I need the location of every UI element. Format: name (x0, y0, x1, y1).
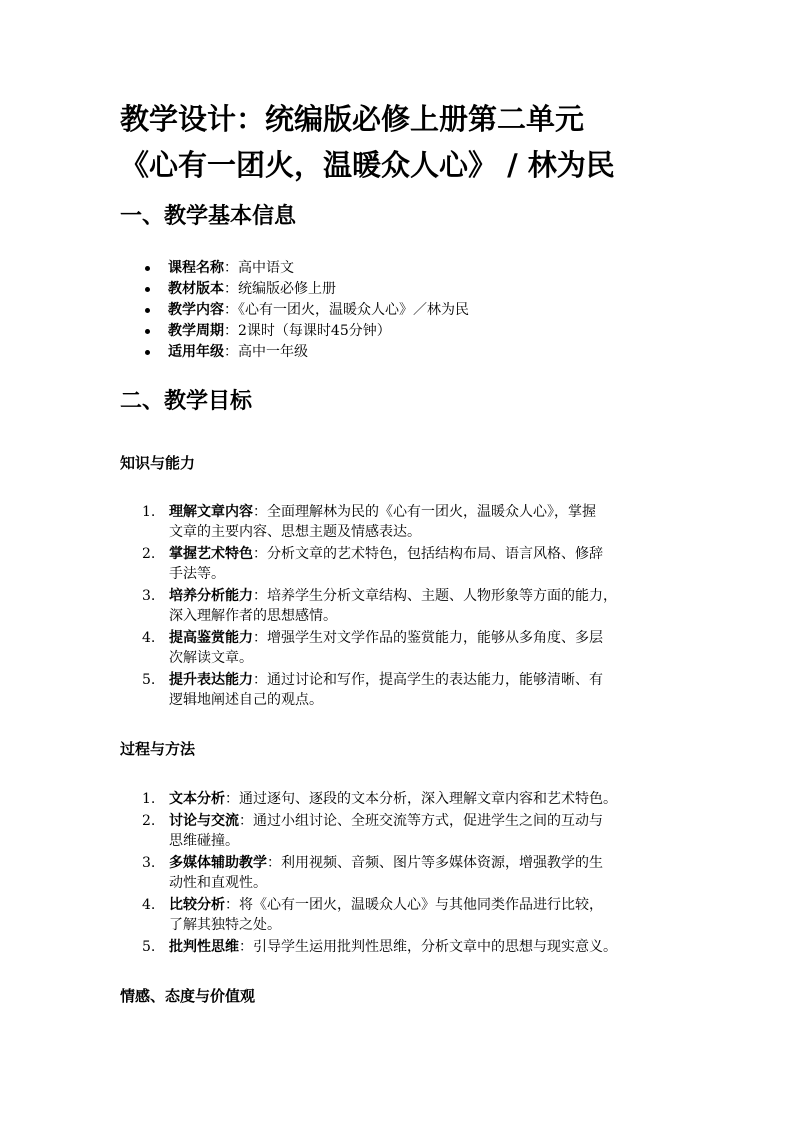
item-text: 利用视频、音频、图片等多媒体资源，增强教学的生 (281, 855, 603, 871)
item-separator: ： (253, 630, 267, 646)
item-label: 提高鉴赏能力 (169, 630, 253, 646)
document-title-line2: 《心有一团火，温暖众人心》 / 林为民 (120, 148, 615, 182)
item-text: 增强学生对文学作品的鉴赏能力，能够从多角度、多层 (267, 630, 603, 646)
item-label: 课程名称 (168, 260, 224, 276)
section-heading-basic-info: 一、教学基本信息 (120, 204, 297, 229)
item-text-continued: 逻辑地阐述自己的观点。 (169, 692, 323, 708)
item-label: 批判性思维 (169, 939, 239, 955)
list-item (120, 811, 700, 851)
list-item (120, 789, 700, 809)
list-item (120, 670, 700, 710)
item-number: 4. (142, 630, 156, 646)
item-number: 3. (142, 855, 156, 871)
subheading-values: 情感、态度与价值观 (120, 987, 256, 1005)
list-item (120, 502, 700, 542)
item-number: 2. (142, 813, 156, 829)
item-text-continued: 次解读文章。 (169, 650, 253, 666)
list-item (120, 937, 700, 957)
document-title (120, 96, 740, 188)
item-separator: ： (239, 939, 253, 955)
item-label: 教学周期 (168, 323, 224, 339)
item-text-continued: 动性和直观性。 (169, 875, 267, 891)
item-separator: ： (224, 260, 238, 276)
list-item (120, 300, 469, 321)
item-number: 5. (142, 939, 156, 955)
item-value: 2课时（每课时45分钟） (238, 323, 391, 339)
section-heading-teaching-goals: 二、教学目标 (120, 389, 253, 414)
list-item (120, 279, 469, 300)
item-number: 3. (142, 588, 156, 604)
basic-info-list (120, 258, 469, 363)
item-label: 教材版本 (168, 281, 224, 297)
item-text-continued: 了解其独特之处。 (169, 917, 281, 933)
item-separator: ： (224, 344, 238, 360)
item-separator: ： (225, 791, 239, 807)
item-text: 通过逐句、逐段的文本分析，深入理解文章内容和艺术特色。 (239, 791, 617, 807)
item-number: 5. (142, 672, 156, 688)
item-text: 将《心有一团火，温暖众人心》与其他同类作品进行比较， (239, 897, 603, 913)
item-label: 讨论与交流 (169, 813, 239, 829)
item-label: 掌握艺术特色 (169, 546, 253, 562)
process-goals-list (120, 789, 700, 959)
item-label: 适用年级 (168, 344, 224, 360)
item-separator: ： (253, 504, 267, 520)
item-label: 培养分析能力 (169, 588, 253, 604)
list-item (120, 895, 700, 935)
item-label: 教学内容 (168, 302, 224, 318)
item-text: 培养学生分析文章结构、主题、人物形象等方面的能力， (267, 588, 617, 604)
item-text: 引导学生运用批判性思维，分析文章中的思想与现实意义。 (253, 939, 617, 955)
item-separator: ： (224, 302, 238, 318)
item-text: 全面理解林为民的《心有一团火，温暖众人心》，掌握 (267, 504, 596, 520)
item-separator: ： (267, 855, 281, 871)
list-item (120, 342, 469, 363)
item-text-continued: 手法等。 (169, 566, 225, 582)
item-number: 2. (142, 546, 156, 562)
item-label: 比较分析 (169, 897, 225, 913)
subheading-knowledge: 知识与能力 (120, 454, 196, 472)
item-separator: ： (253, 588, 267, 604)
document-title-line1: 教学设计：统编版必修上册第二单元 (120, 102, 585, 136)
item-number: 4. (142, 897, 156, 913)
item-separator: ： (239, 813, 253, 829)
item-value: 《心有一团火，温暖众人心》／林为民 (238, 302, 469, 318)
item-label: 理解文章内容 (169, 504, 253, 520)
list-item (120, 321, 469, 342)
item-label: 文本分析 (169, 791, 225, 807)
item-separator: ： (253, 546, 267, 562)
list-item (120, 544, 700, 584)
item-value: 高中语文 (238, 260, 294, 276)
item-text: 分析文章的艺术特色，包括结构布局、语言风格、修辞 (267, 546, 603, 562)
item-separator: ： (224, 281, 238, 297)
item-number: 1. (142, 504, 156, 520)
item-text-continued: 文章的主要内容、思想主题及情感表达。 (169, 524, 421, 540)
subheading-process: 过程与方法 (120, 740, 196, 758)
item-number: 1. (142, 791, 156, 807)
list-item (120, 628, 700, 668)
item-value: 统编版必修上册 (238, 281, 336, 297)
item-separator: ： (224, 323, 238, 339)
list-item (120, 586, 700, 626)
item-text-continued: 思维碰撞。 (169, 833, 239, 849)
list-item (120, 258, 469, 279)
list-item (120, 853, 700, 893)
item-label: 多媒体辅助教学 (169, 855, 267, 871)
item-text: 通过小组讨论、全班交流等方式，促进学生之间的互动与 (253, 813, 603, 829)
item-separator: ： (225, 897, 239, 913)
item-label: 提升表达能力 (169, 672, 253, 688)
item-value: 高中一年级 (238, 344, 308, 360)
item-text: 通过讨论和写作，提高学生的表达能力，能够清晰、有 (267, 672, 603, 688)
item-separator: ： (253, 672, 267, 688)
item-text-continued: 深入理解作者的思想感情。 (169, 608, 337, 624)
knowledge-goals-list (120, 502, 700, 712)
